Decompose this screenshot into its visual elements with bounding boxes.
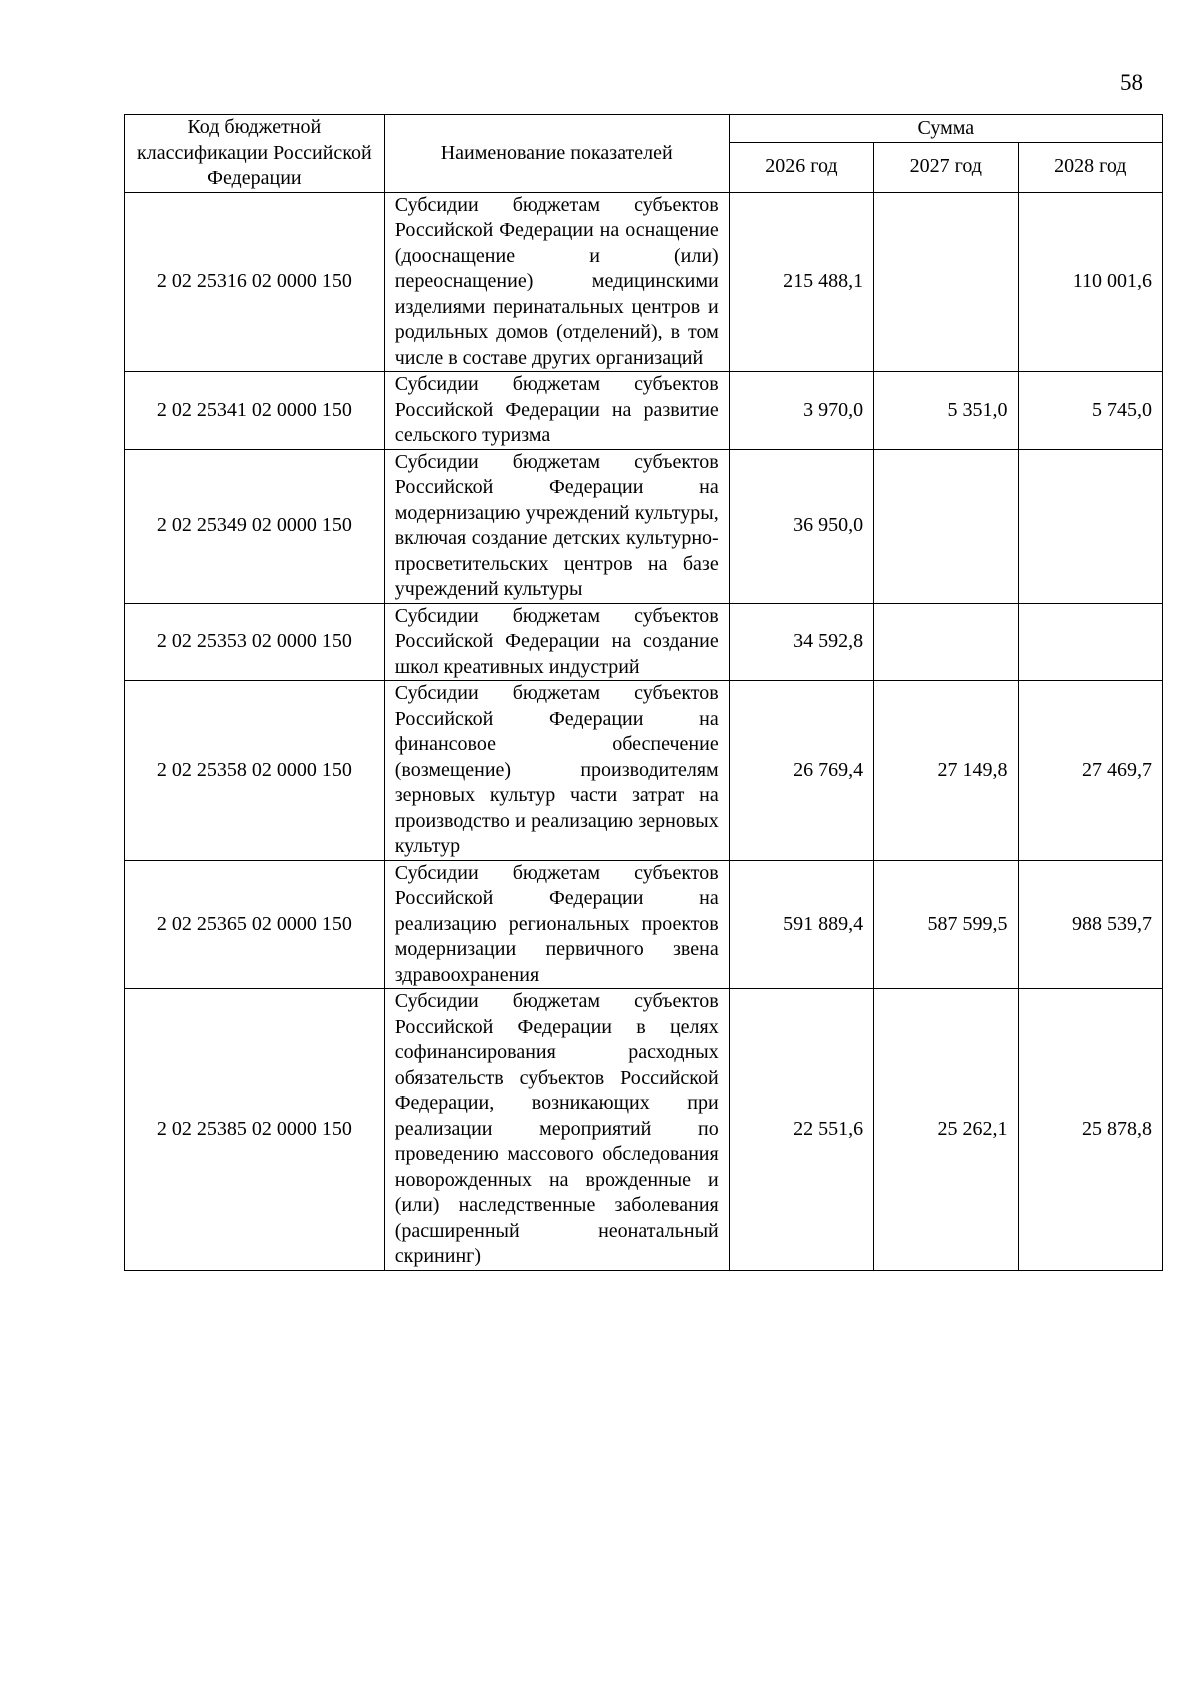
table-row: [125, 603, 1163, 681]
header-code: Код бюджетной классификации Российской Федерации: [125, 115, 385, 193]
table-row: [125, 372, 1163, 450]
row-name: Субсидии бюджетам субъектов Российской Федерации на оснащение (дооснащение и (или) переоснащение) медицинскими изделиями перинатальных центров и родильных домов (отделений), в том числе в составе других организаций: [384, 192, 729, 372]
header-sum: Сумма: [729, 115, 1162, 143]
row-value-2026: 36 950,0: [729, 449, 873, 603]
header-year-2027: 2027 год: [874, 142, 1018, 192]
row-value-2026: 34 592,8: [729, 603, 873, 681]
row-value-2028: 25 878,8: [1018, 989, 1162, 1271]
page-number: 58: [1120, 70, 1143, 95]
table-row: [125, 192, 1163, 372]
row-value-2026: 215 488,1: [729, 192, 873, 372]
row-value-2028: [1018, 449, 1162, 603]
budget-table: [124, 114, 1163, 1271]
row-name: Субсидии бюджетам субъектов Российской Федерации на создание школ креативных индустрий: [384, 603, 729, 681]
row-value-2027: 587 599,5: [874, 860, 1018, 989]
row-value-2026: 3 970,0: [729, 372, 873, 450]
row-name: Субсидии бюджетам субъектов Российской Федерации в целях софинансирования расходных обязательств субъектов Российской Федерации, возникающих при реализации мероприятий по проведению массового обследования новорожденных на врожденные и (или) наследственные заболевания (расширенный неонатальный скрининг): [384, 989, 729, 1271]
row-code: 2 02 25316 02 0000 150: [125, 192, 385, 372]
row-name: Субсидии бюджетам субъектов Российской Федерации на развитие сельского туризма: [384, 372, 729, 450]
row-value-2027: [874, 192, 1018, 372]
row-code: 2 02 25365 02 0000 150: [125, 860, 385, 989]
row-name: Субсидии бюджетам субъектов Российской Федерации на финансовое обеспечение (возмещение) производителям зерновых культур части затрат на производство и реализацию зерновых культур: [384, 681, 729, 861]
row-value-2028: 5 745,0: [1018, 372, 1162, 450]
table-row: [125, 681, 1163, 861]
row-code: 2 02 25341 02 0000 150: [125, 372, 385, 450]
row-name: Субсидии бюджетам субъектов Российской Федерации на реализацию региональных проектов модернизации первичного звена здравоохранения: [384, 860, 729, 989]
table-row: [125, 989, 1163, 1271]
row-value-2028: 27 469,7: [1018, 681, 1162, 861]
row-code: 2 02 25349 02 0000 150: [125, 449, 385, 603]
table-row: [125, 860, 1163, 989]
row-value-2027: [874, 603, 1018, 681]
row-value-2026: 591 889,4: [729, 860, 873, 989]
row-value-2028: 988 539,7: [1018, 860, 1162, 989]
header-year-2026: 2026 год: [729, 142, 873, 192]
row-value-2028: [1018, 603, 1162, 681]
row-value-2027: 27 149,8: [874, 681, 1018, 861]
row-value-2027: 25 262,1: [874, 989, 1018, 1271]
row-code: 2 02 25358 02 0000 150: [125, 681, 385, 861]
header-year-2028: 2028 год: [1018, 142, 1162, 192]
row-code: 2 02 25353 02 0000 150: [125, 603, 385, 681]
row-value-2026: 22 551,6: [729, 989, 873, 1271]
row-code: 2 02 25385 02 0000 150: [125, 989, 385, 1271]
header-name: Наименование показателей: [384, 115, 729, 193]
table-row: [125, 449, 1163, 603]
row-value-2027: 5 351,0: [874, 372, 1018, 450]
row-value-2027: [874, 449, 1018, 603]
row-value-2026: 26 769,4: [729, 681, 873, 861]
row-name: Субсидии бюджетам субъектов Российской Федерации на модернизацию учреждений культуры, включая создание детских культурно-просветительских центров на базе учреждений культуры: [384, 449, 729, 603]
row-value-2028: 110 001,6: [1018, 192, 1162, 372]
